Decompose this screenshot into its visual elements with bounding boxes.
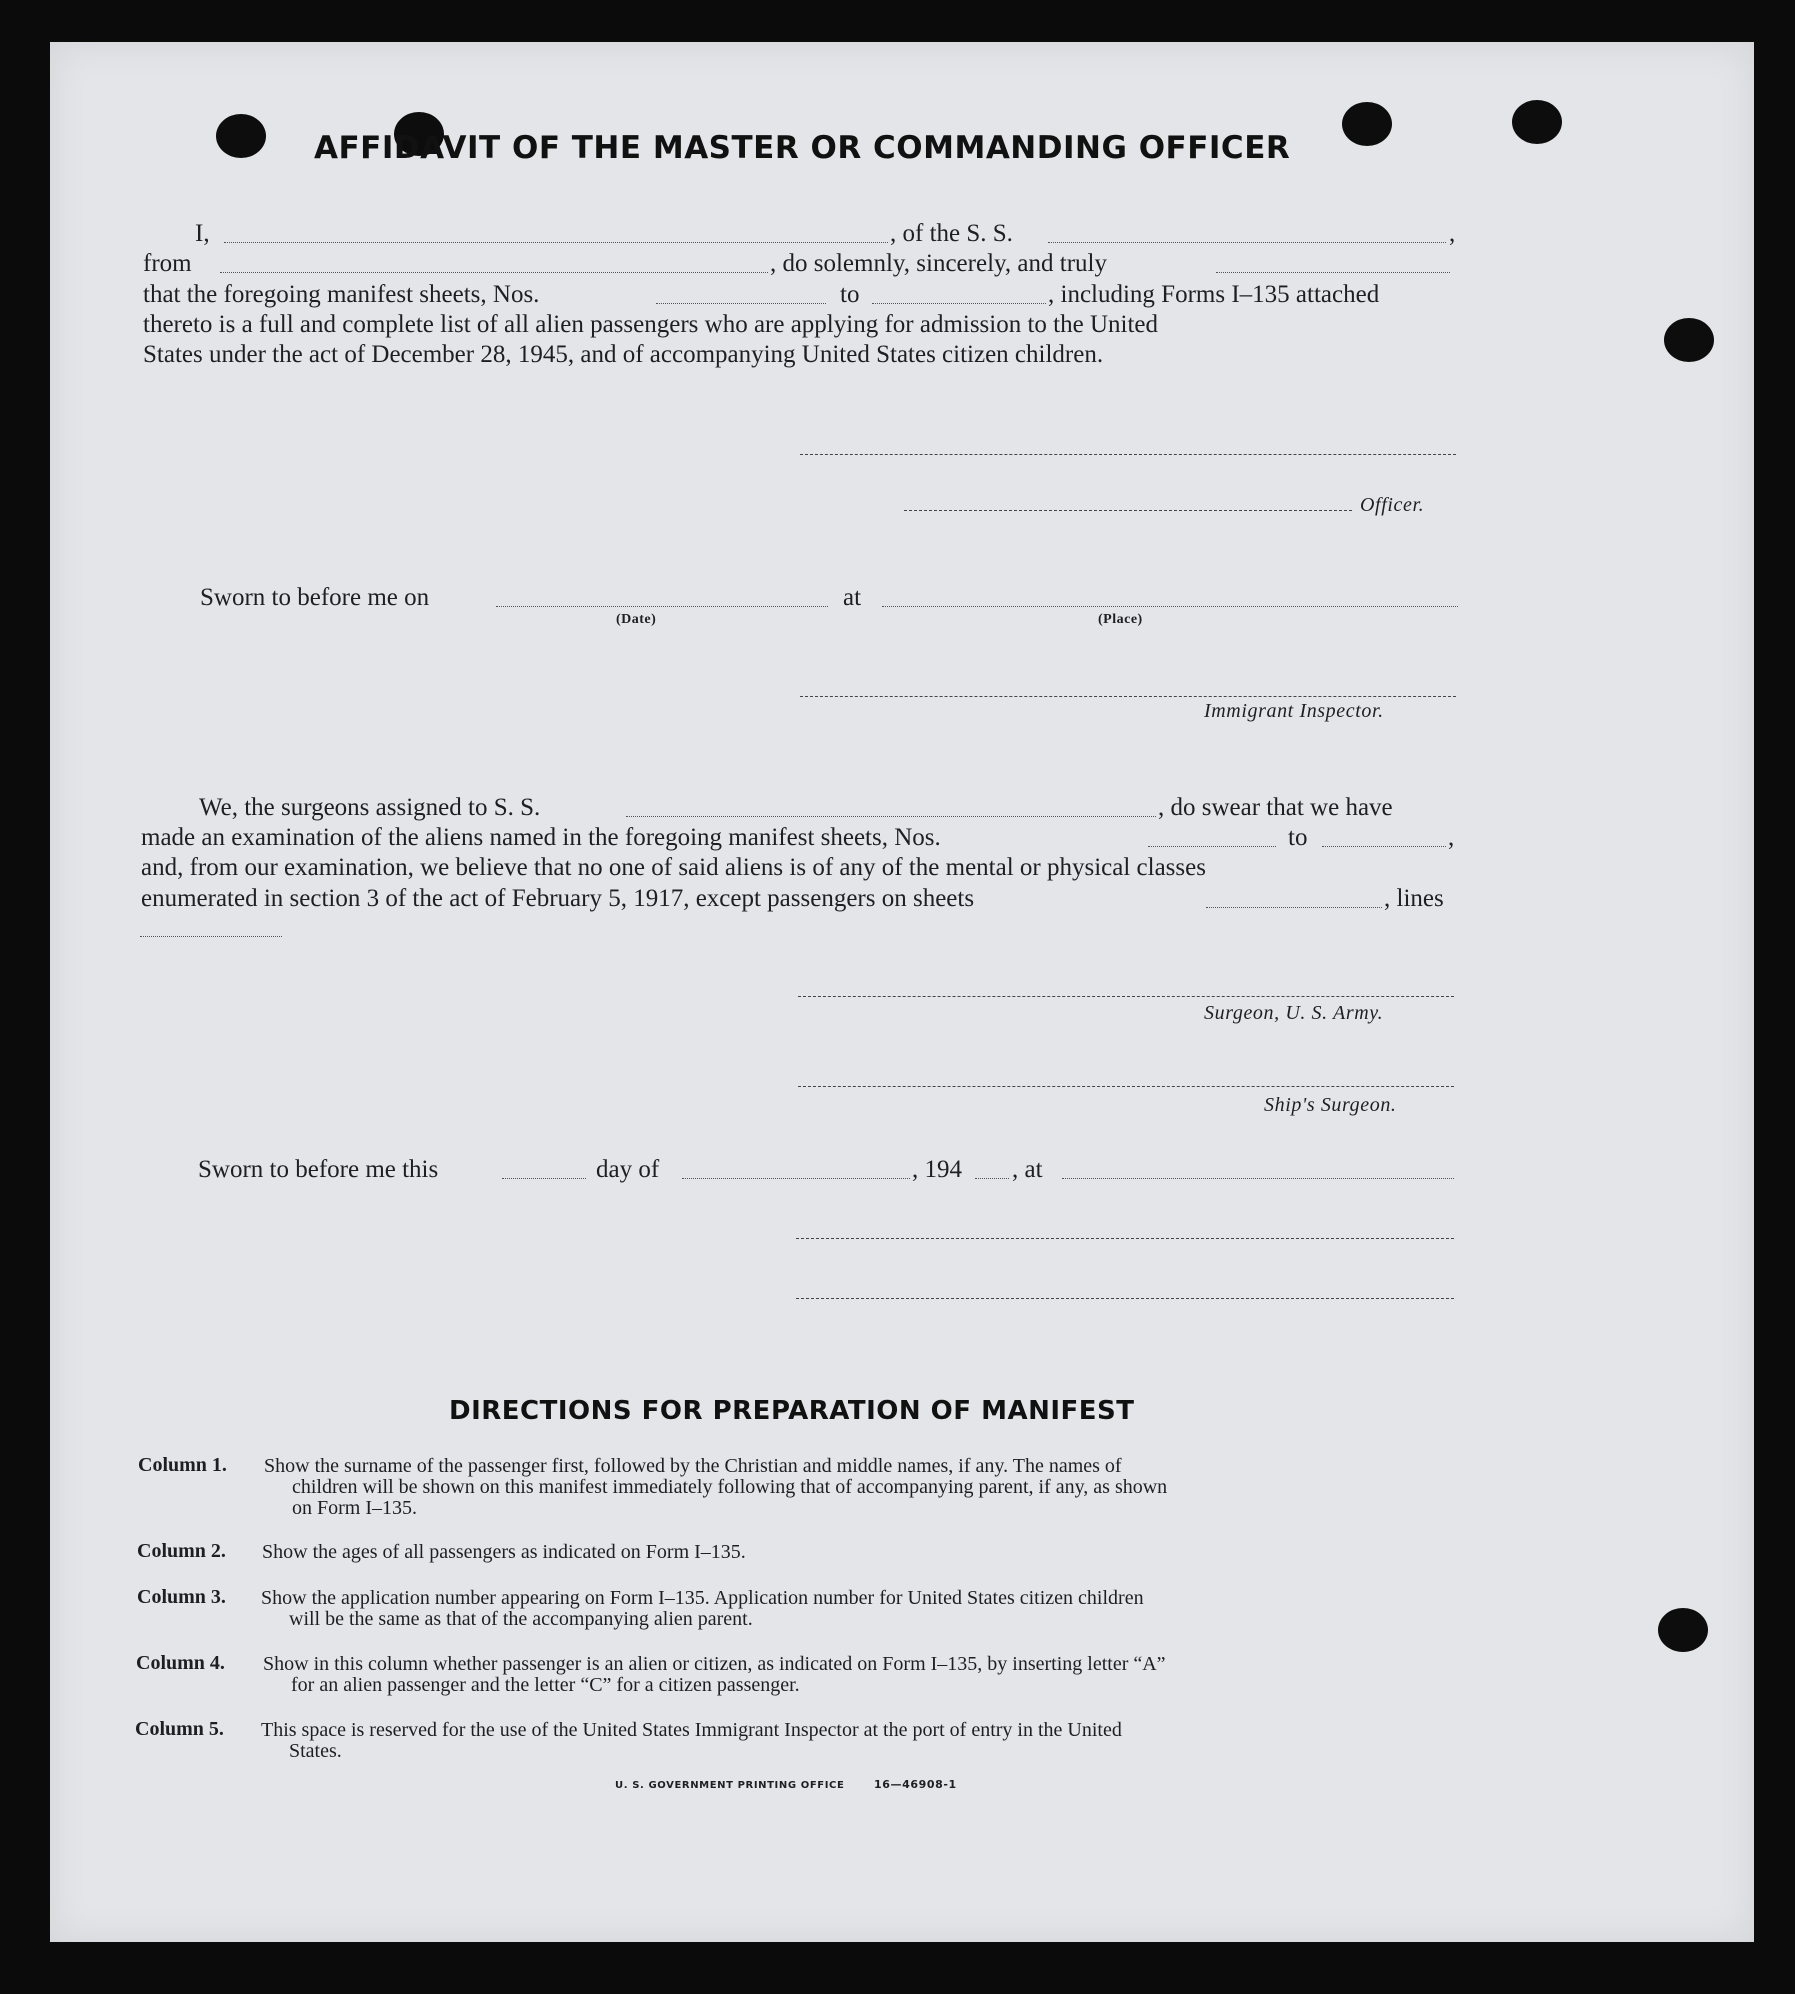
column-5-text: This space is reserved for the use of the United States Immigrant Inspector at the port of entry in the United States. bbox=[261, 1719, 1122, 1762]
sworn2-place-field[interactable] bbox=[1062, 1178, 1454, 1179]
day-of-label: day of bbox=[596, 1156, 660, 1183]
line-comma: , bbox=[1449, 220, 1456, 247]
surgeons-text-line4: enumerated in section 3 of the act of February 5, 1917, except passengers on sheets bbox=[141, 885, 975, 912]
exam-sheets-from-field[interactable] bbox=[1148, 846, 1276, 847]
officer-signature-line[interactable] bbox=[800, 454, 1456, 455]
to-label: to bbox=[840, 281, 860, 308]
inspector-caption: Immigrant Inspector. bbox=[1204, 700, 1384, 722]
sworn2-at-label: , at bbox=[1012, 1156, 1043, 1183]
sheets-from-field[interactable] bbox=[656, 303, 826, 304]
year-label: , 194 bbox=[912, 1156, 962, 1183]
inspector-signature-line[interactable] bbox=[800, 696, 1456, 697]
sworn2-signature-line[interactable] bbox=[796, 1238, 1454, 1239]
column-4-label: Column 4. bbox=[136, 1652, 225, 1674]
officer-name-field[interactable] bbox=[224, 242, 888, 243]
including-forms-text: , including Forms I–135 attached bbox=[1048, 281, 1380, 308]
affidavit-i-label: I, bbox=[195, 220, 210, 247]
column-2-label: Column 2. bbox=[137, 1540, 226, 1562]
do-solemnly-text: , do solemnly, sincerely, and truly bbox=[770, 250, 1107, 277]
column-3-label: Column 3. bbox=[137, 1586, 226, 1608]
sworn-date-field[interactable] bbox=[496, 606, 828, 607]
surgeons-text-line1: We, the surgeons assigned to S. S. bbox=[199, 794, 541, 821]
exam-comma: , bbox=[1448, 824, 1455, 851]
sworn-on-text: Sworn to before me on bbox=[200, 584, 430, 611]
sheets-to-field[interactable] bbox=[872, 303, 1046, 304]
officer-title-line[interactable] bbox=[904, 510, 1352, 511]
ship-name-field[interactable] bbox=[1048, 242, 1446, 243]
form-sheet bbox=[50, 42, 1754, 1942]
sworn-day-field[interactable] bbox=[502, 1178, 586, 1179]
ship-surgeon-signature-line[interactable] bbox=[798, 1086, 1454, 1087]
surgeons-text-line2: made an examination of the aliens named in the foregoing manifest sheets, Nos. bbox=[141, 824, 941, 851]
affidavit-title: AFFIDAVIT OF THE MASTER OR COMMANDING OFFICER bbox=[314, 130, 1291, 166]
of-ss-label: , of the S. S. bbox=[890, 220, 1013, 247]
sworn-year-field[interactable] bbox=[975, 1178, 1009, 1179]
sworn-at-label: at bbox=[843, 584, 862, 611]
except-sheets-field[interactable] bbox=[1206, 907, 1382, 908]
directions-title: DIRECTIONS FOR PREPARATION OF MANIFEST bbox=[449, 1396, 1135, 1426]
army-surgeon-signature-line[interactable] bbox=[798, 996, 1454, 997]
place-caption: (Place) bbox=[1098, 612, 1143, 627]
column-1-text: Show the surname of the passenger first, followed by the Christian and middle names, if any. The names of children will be shown on this manifest immediately following that of accompanying parent, if any, as shown on Form I–135. bbox=[264, 1455, 1168, 1519]
affirmation-field[interactable] bbox=[1216, 272, 1450, 273]
printer-imprint: U. S. GOVERNMENT PRINTING OFFICE bbox=[615, 1780, 845, 1791]
column-1-label: Column 1. bbox=[138, 1454, 227, 1476]
column-5-label: Column 5. bbox=[135, 1718, 224, 1740]
lines-label: , lines bbox=[1384, 885, 1444, 912]
date-caption: (Date) bbox=[616, 612, 657, 627]
exam-to-label: to bbox=[1288, 824, 1308, 851]
column-2-text: Show the ages of all passengers as indicated on Form I–135. bbox=[262, 1541, 746, 1563]
affidavit-text-line4: thereto is a full and complete list of all alien passengers who are applying for admission to the United bbox=[143, 311, 1159, 338]
from-label: from bbox=[143, 250, 192, 277]
exam-sheets-to-field[interactable] bbox=[1322, 846, 1446, 847]
sworn2-title-line[interactable] bbox=[796, 1298, 1454, 1299]
sworn-this-text: Sworn to before me this bbox=[198, 1156, 439, 1183]
ship-surgeon-caption: Ship's Surgeon. bbox=[1264, 1094, 1397, 1116]
officer-caption: Officer. bbox=[1360, 494, 1425, 516]
punch-hole bbox=[1512, 100, 1562, 144]
punch-hole bbox=[1664, 318, 1714, 362]
column-4-text: Show in this column whether passenger is an alien or citizen, as indicated on Form I–135, by inserting letter “A” for an alien passenger and the letter “C” for a citizen passenger. bbox=[263, 1653, 1166, 1696]
punch-hole bbox=[1658, 1608, 1708, 1652]
punch-hole bbox=[216, 114, 266, 158]
punch-hole bbox=[1342, 102, 1392, 146]
army-surgeon-caption: Surgeon, U. S. Army. bbox=[1204, 1002, 1384, 1024]
surgeon-ship-field[interactable] bbox=[626, 816, 1156, 817]
sworn-month-field[interactable] bbox=[682, 1178, 910, 1179]
do-swear-text: , do swear that we have bbox=[1158, 794, 1393, 821]
except-lines-field[interactable] bbox=[140, 936, 282, 937]
sworn-place-field[interactable] bbox=[882, 606, 1458, 607]
form-code: 16—46908-1 bbox=[874, 1778, 957, 1791]
affidavit-text-line5: States under the act of December 28, 1945, and of accompanying United States citizen children. bbox=[143, 341, 1104, 368]
from-port-field[interactable] bbox=[220, 272, 768, 273]
manifest-sheets-text: that the foregoing manifest sheets, Nos. bbox=[143, 281, 540, 308]
column-3-text: Show the application number appearing on Form I–135. Application number for United States citizen children will be the same as that of the accompanying alien parent. bbox=[261, 1587, 1144, 1630]
surgeons-text-line3: and, from our examination, we believe that no one of said aliens is of any of the mental or physical classes bbox=[141, 854, 1206, 881]
